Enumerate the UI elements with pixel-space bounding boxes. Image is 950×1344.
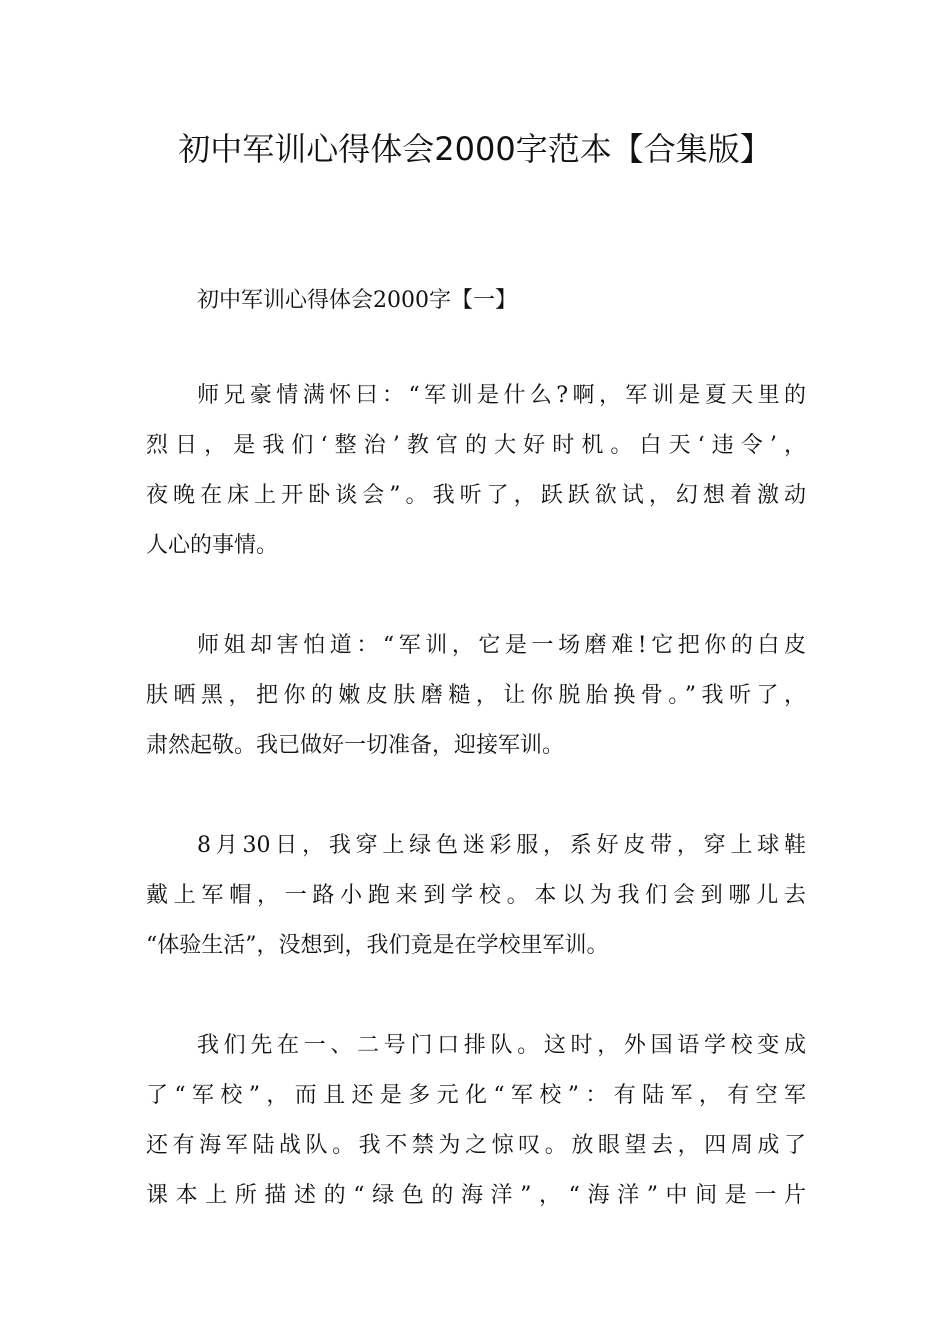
section-heading: 初中军训心得体会2000字【一】 — [197, 288, 517, 313]
paragraph-line: 戴上军帽，一路小跑来到学校。本以为我们会到哪儿去 — [146, 883, 806, 908]
paragraph-line: 肤晒黑，把你的嫩皮肤磨糙，让你脱胎换骨。”我听了， — [146, 683, 806, 708]
paragraph-line: 课本上所描述的“绿色的海洋”，“海洋”中间是一片 — [146, 1183, 806, 1208]
paragraph-line: 夜晚在床上开卧谈会”。我听了，跃跃欲试，幻想着激动 — [146, 483, 806, 508]
paragraph-line: 师兄豪情满怀曰：“军训是什么?啊，军训是夏天里的 — [197, 383, 806, 408]
paragraph-3 — [146, 821, 806, 971]
paragraph-2 — [146, 621, 806, 771]
paragraph-line: 烈日，是我们‘整治’教官的大好时机。白天‘违令’， — [146, 433, 806, 458]
paragraph-line: 8月30日，我穿上绿色迷彩服，系好皮带，穿上球鞋 — [197, 833, 806, 858]
paragraph-line: 了“军校”，而且还是多元化“军校”：有陆军，有空军 — [146, 1083, 806, 1108]
paragraph-line: 肃然起敬。我已做好一切准备，迎接军训。 — [146, 733, 565, 758]
paragraph-line: 师姐却害怕道：“军训，它是一场磨难!它把你的白皮 — [197, 633, 806, 658]
paragraph-line: 我们先在一、二号门口排队。这时，外国语学校变成 — [197, 1033, 806, 1058]
paragraph-line: 人心的事情。 — [146, 533, 279, 558]
paragraph-line: “体验生活”，没想到，我们竟是在学校里军训。 — [146, 933, 609, 958]
document-title: 初中军训心得体会2000字范本【合集版】 — [178, 130, 772, 168]
paragraph-line: 还有海军陆战队。我不禁为之惊叹。放眼望去，四周成了 — [146, 1133, 806, 1158]
paragraph-1 — [146, 371, 806, 571]
paragraph-4 — [146, 1021, 806, 1221]
